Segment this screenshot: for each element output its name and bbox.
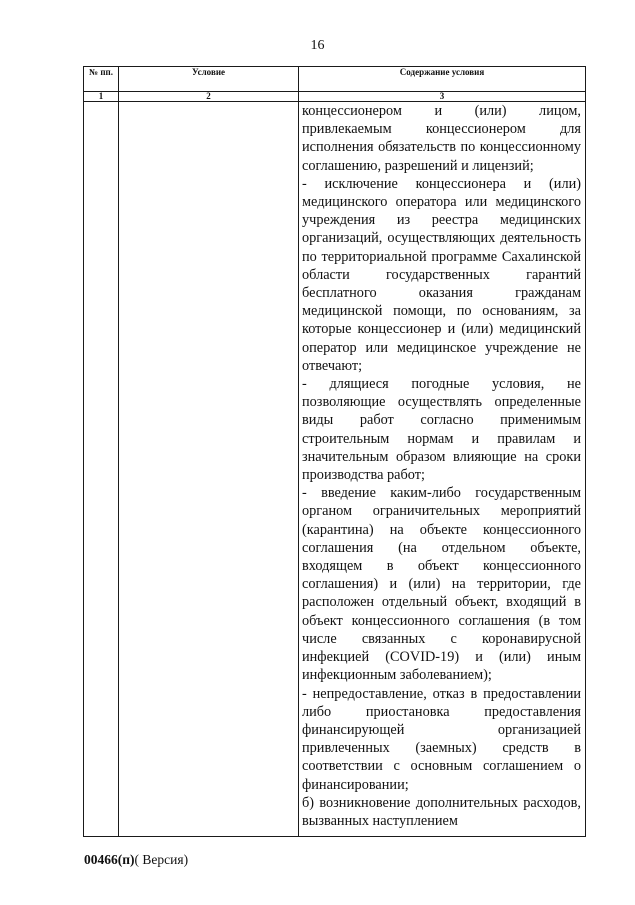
header-condition-content: Содержание условия	[299, 67, 586, 92]
table-row	[84, 102, 586, 837]
header-condition: Условие	[119, 67, 299, 92]
column-number-3: 3	[299, 92, 586, 102]
content-paragraph: - исключение концессионера и (или) медицинского оператора или медицинского учреждения из реестра медицинских организаций, осуществляющих деятельность по территориальной программе Сахалинской области государственных гарантий бесплатного оказания гражданам медицинской помощи, по основаниям, за которые концессионер и (или) медицинский оператор или медицинское учреждение не отвечают;	[302, 175, 581, 374]
content-paragraph: - введение каким-либо государственным органом ограничительных мероприятий (карантина) на объекте концессионного соглашения (на отдельном объекте, входящем в объект концессионного соглашения) и (или) на территории, где расположен отдельный объект, входящий в объект концессионного соглашения (в том числе связанных с коронавирусной инфекцией (COVID-19) и (или) иным инфекционным заболеванием);	[302, 485, 581, 684]
content-paragraph: концессионером и (или) лицом, привлекаемым концессионером для исполнения обязательств по концессионному соглашению, разрешений и лицензий;	[302, 103, 581, 174]
table-header-row	[84, 67, 586, 92]
content-paragraph: - длящиеся погодные условия, не позволяющие осуществлять определенные виды работ согласно применимым строительным нормам и правилам и значительным образом влияющие на сроки производства работ;	[302, 376, 581, 484]
column-number-2: 2	[119, 92, 299, 102]
conditions-table	[83, 66, 586, 837]
cell-condition	[119, 102, 299, 837]
cell-condition-content	[299, 102, 586, 837]
page-number: 16	[310, 38, 325, 53]
column-number-row	[84, 92, 586, 102]
cell-number	[84, 102, 119, 837]
document-code: 00466(п)	[84, 852, 135, 867]
content-paragraph: - непредоставление, отказ в предоставлении либо приостановка предоставления финансирующей организацией привлеченных (заемных) средств в соответствии с основным соглашением о финансировании;	[302, 685, 581, 793]
document-version: ( Версия)	[134, 852, 189, 867]
content-paragraph: б) возникновение дополнительных расходов, вызванных наступлением	[302, 794, 581, 829]
column-number-1: 1	[84, 92, 119, 102]
document-footer	[84, 852, 188, 868]
header-number: № пп.	[84, 67, 119, 92]
